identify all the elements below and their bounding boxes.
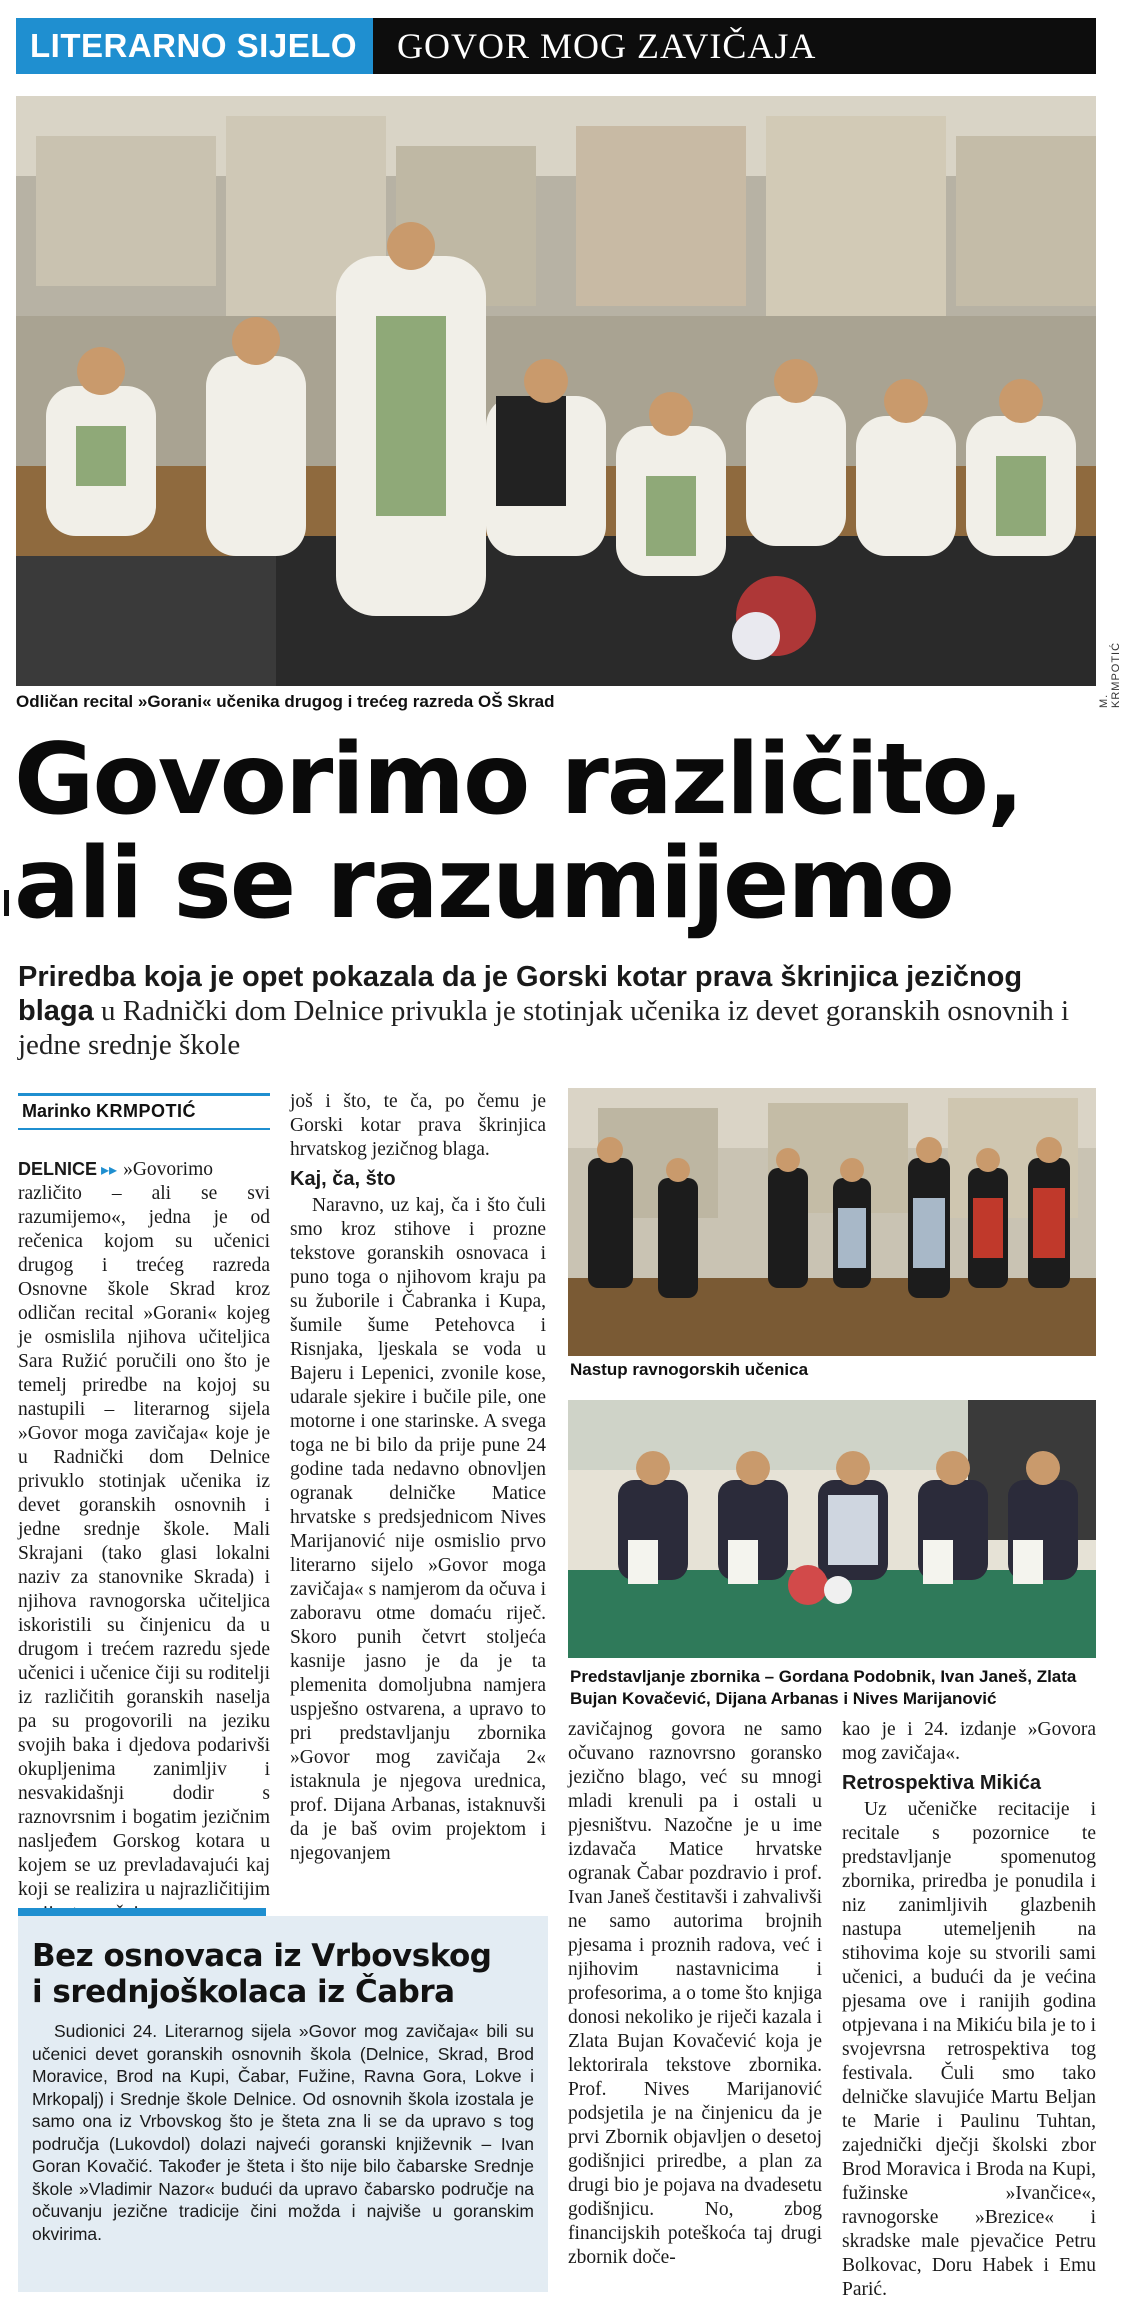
- dateline: DELNICE: [18, 1159, 98, 1179]
- subhead-kaj-ca-sto: Kaj, ča, što: [290, 1168, 396, 1190]
- photo-credit: M. KRMPOTIĆ: [1098, 641, 1122, 708]
- article-column-4: [842, 1718, 1096, 2302]
- article-col3-text: zavičajnog govora ne samo očuvano raznovrsno goransko jezično blago, već su mnogi mladi krenuli pa i ostali u pjesništvu. Nazočne je u ime izdavača Matice hrvatske ogranak Čabar pozdravio i prof. Ivan Janeš čestitavši i zahvalivši ne samo autorima brojnih pjesama i proznih radova, već i njihovim nastavnicima i profesorima, a o tome što knjiga donosi nekoliko je riječi kazala i Zlata Bujan Kovačević koja je lektorirala tekstove zbornika. Prof. Nives Marijanović podsjetila je na činjenicu da je prvi Zbornik objavljen o desetoj godišnjici priredbe, a plan za drugi bio je pojava na dvadesetu godišnjicu. No, zbog financijskih poteškoća taj drugi zbornik doče-: [568, 1719, 822, 2268]
- deck: [18, 960, 1088, 1062]
- article-col4-text: Uz učeničke recitacije i recitale s pozornice te predstavljanje spomenutog zbornika, priredba je ponudila i niz zanimljivih glazbenih nastupa utemeljenih na stihovima koje su stvorili sami učenici, a budući da je većina pjesama ove i ranijih godina otpjevana i na Mikiću bila je to i svojevrsna retrospektiva tog festivala. Čuli smo tako delničke slavujiće Martu Beljan te Marie i Paulinu Tuhtan, zajednički dječji školski zbor Brod Moravica i Broda na Kupi, fužinske »Ivančice«, ravnogorske »Brezice« i skradske male pjevačice Petru Bolkovac, Doru Habek i Emu Parić.: [842, 1799, 1096, 2300]
- margin-mark: [4, 890, 9, 916]
- third-photo: [568, 1400, 1096, 1658]
- deck-rest: u Radnički dom Delnice privukla je stotinjak učenika iz devet goranskih osnovnih i jedne srednje škole: [18, 995, 1070, 1061]
- article-col1-text: »Govorimo različito – ali se svi razumijemo«, jedna je od rečenica kojom su učenici drugog i trećeg razreda Osnovne škole Skrad kroz odličan recital »Gorani« kojeg je osmislila njihova učiteljica Sara Ružić poručili ono što je temelj priredbe na kojoj su nastupili – literarnog sijela »Govor moga zavičaja« koje je u Radnički dom Delnice privuklo stotinjak učenika iz devet goranskih osnovnih i jedne srednje škole. Mali Skrajani (tako glasi lokalni naziv za stanovnike Skrada) i njihova ravnogorska učiteljica iskoristili su činjenicu da u drugom i trećem razredu sjede učenici i učenice čiji su roditelji iz različitih goranskih naselja pa su progovorili na jeziku svojih baka i djedova podarivši okupljenima zanimljiv i nesvakidašnji dodir s raznovrsnim i bogatim jezičnim nasljeđem Gorskog kotara u kojem se uz prevladavajući kaj koji se realizira u najrazličitijim: [18, 1159, 270, 1900]
- sidebar-body-text: Sudionici 24. Literarnog sijela »Govor mog zavičaja« bili su učenici devet goranskih osnovnih škola (Delnice, Skrad, Brod Moravice, Brod na Kupi, Čabar, Fužine, Ravna Gora, Lokve i Mrkopalj) i Srednje škole Delnice. Od osnovnih škola izostala je samo ona iz Vrbovskog što je šteta zna li se da upravo s tog područja (Lukovdol) dolazi najveći goranski književnik – Ivan Goran Kovačić. Također je šteta i što nije bilo čabarske Srednje škole »Vladimir Nazor« budući da upravo čabarsko područje na očuvanju jezične tradicije čini možda i najviše u goranskim okvirima.: [32, 2021, 534, 2244]
- sidebar-body: [32, 2020, 534, 2245]
- second-photo: [568, 1088, 1096, 1356]
- article-col2-text: Naravno, uz kaj, ča i što čuli smo kroz stihove i prozne tekstove goranskih osnovaca i puno toga o njihovom kraju pa su žuborile i Čabranka i Kupa, šumile šume Petehovca i Risnjaka, ljeskala se voda u Bajeru i Lepenici, zvonile kose, udarale sjekire i bučile pile, one motorne i one starinske. A svega toga ne bi bilo da prije pune 24 godine tada nedavno obnovljen ogranak delničke Matice hrvatske s predsjednicom Nives Marijanović nije osmislio prvo literarno sijelo »Govor moga zavičaja« s namjerom da očuva i zaboravu otme domaću riječ. Skoro punih četvrt stoljeća kasnije jasno je da je ta plemenita domoljubna namjera uspješno ostvarena, a upravo to pri predstavljanju zbornika »Govor mog zavičaja 2« istaknula je njegova urednica, prof. Dijana Arbanas, istaknuvši da je baš ovim projektom i njegovanjem: [290, 1195, 546, 1864]
- main-photo-caption: Odličan recital »Gorani« učenika drugog i trećeg razreda OŠ Skrad: [16, 692, 555, 711]
- article-column-3: [568, 1718, 822, 2270]
- subhead-retrospektiva: Retrospektiva Mikića: [842, 1772, 1041, 1794]
- headline-line-2: ali se razumijemo: [14, 827, 953, 941]
- article-column-1: [18, 1157, 270, 1926]
- byline-first-name: Marinko: [22, 1101, 92, 1121]
- byline-last-name: KRMPOTIĆ: [96, 1101, 197, 1121]
- section-label: LITERARNO SIJELO: [16, 18, 373, 74]
- article-col4-top: kao je i 24. izdanje »Govora mog zavičaja«.: [842, 1719, 1096, 1764]
- sidebar-rule: [18, 1908, 266, 1916]
- deck-bold: Priredba koja je opet pokazala da je Gorski kotar prava škrinjica jezičnog blaga: [18, 961, 1023, 1027]
- byline: [18, 1093, 270, 1130]
- sidebar-title-line-2: i srednjoškolaca iz Čabra: [32, 1974, 455, 2010]
- article-col2-top: još i što, te ča, po čemu je Gorski kotar prava škrinjica hrvatskog jezičnog blaga.: [290, 1091, 546, 1160]
- third-photo-caption: Predstavljanje zbornika – Gordana Podobnik, Ivan Janeš, Zlata Bujan Kovačević, Dijana Arbanas i Nives Marijanović: [570, 1667, 1077, 1708]
- sidebar-title: [32, 1938, 534, 2010]
- main-photo: [16, 96, 1096, 686]
- dateline-arrow-icon: ▸▸: [101, 1160, 118, 1179]
- sidebar-box: [18, 1916, 548, 2292]
- section-banner: [16, 18, 1096, 74]
- sidebar-title-line-1: Bez osnovaca iz Vrbovskog: [32, 1938, 492, 1974]
- article-column-2: [290, 1090, 546, 1866]
- series-title: GOVOR MOG ZAVIČAJA: [397, 26, 817, 66]
- second-photo-caption: Nastup ravnogorskih učenica: [570, 1360, 809, 1379]
- headline-line-1: Govorimo različito,: [14, 723, 1023, 837]
- headline: [14, 723, 1104, 941]
